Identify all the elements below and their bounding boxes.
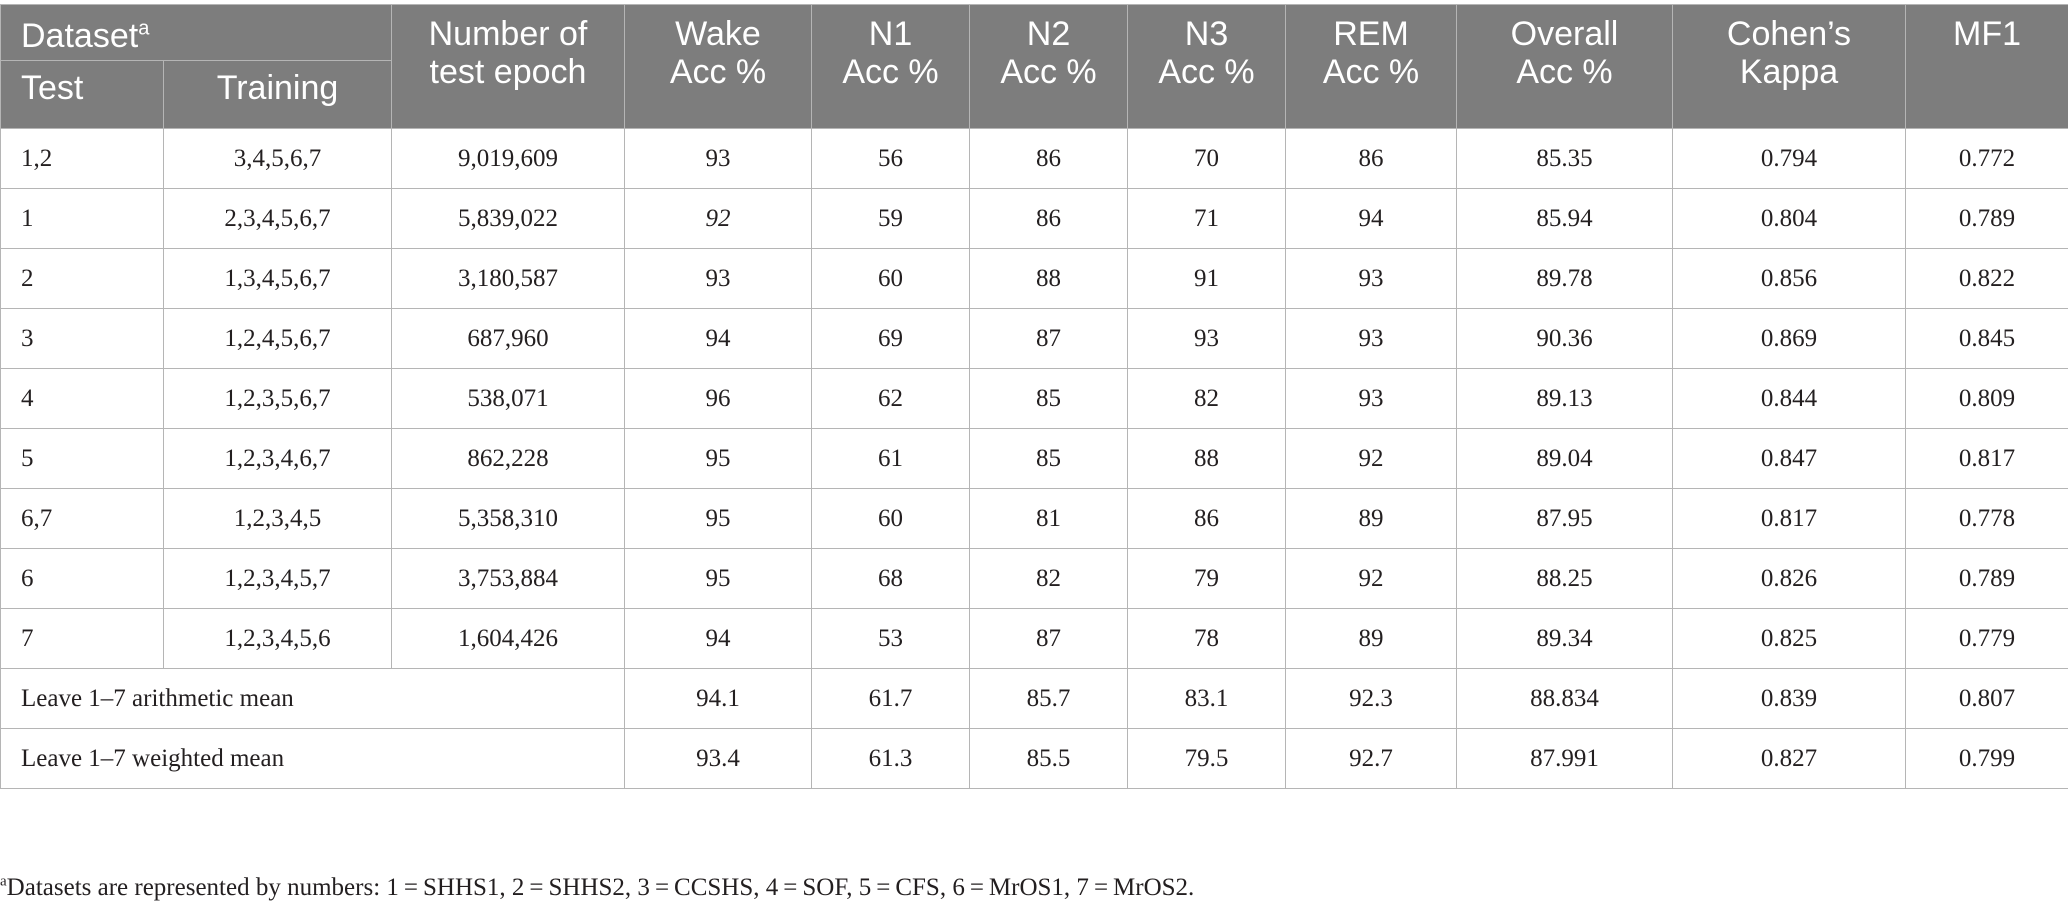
wake-cell: 95 <box>625 549 812 609</box>
n3-cell: 91 <box>1128 249 1286 309</box>
rem-cell: 92.3 <box>1286 669 1457 729</box>
n3-cell: 78 <box>1128 609 1286 669</box>
training-cell: 1,2,3,4,5,6 <box>164 609 392 669</box>
n1-cell: 56 <box>812 129 970 189</box>
summary-row <box>1 669 2068 729</box>
footnote-text: Datasets are represented by numbers: 1 = SHHS1, 2 = SHHS2, 3 = CCSHS, 4 = SOF, 5 = CFS, 6 = MrOS1, 7 = MrOS2. <box>6 874 1195 901</box>
training-cell: 1,2,4,5,6,7 <box>164 309 392 369</box>
n1-header: N1 Acc % <box>812 5 970 129</box>
table-row <box>1 129 2068 189</box>
overall-header: Overall Acc % <box>1457 5 1673 129</box>
overall-cell: 89.13 <box>1457 369 1673 429</box>
kappa-cell: 0.794 <box>1673 129 1906 189</box>
kappa-header: Cohen’s Kappa <box>1673 5 1906 129</box>
kappa-cell: 0.839 <box>1673 669 1906 729</box>
epochs-cell: 1,604,426 <box>392 609 625 669</box>
n3-cell: 70 <box>1128 129 1286 189</box>
n3-cell: 79.5 <box>1128 729 1286 789</box>
overall-cell: 88.834 <box>1457 669 1673 729</box>
n3-cell: 93 <box>1128 309 1286 369</box>
table-row <box>1 429 2068 489</box>
table-row <box>1 189 2068 249</box>
n2-header: N2 Acc % <box>970 5 1128 129</box>
n1-cell: 60 <box>812 249 970 309</box>
mf1-cell: 0.822 <box>1906 249 2068 309</box>
rem-cell: 86 <box>1286 129 1457 189</box>
kappa-cell: 0.869 <box>1673 309 1906 369</box>
test-cell: 2 <box>1 249 164 309</box>
n1-cell: 60 <box>812 489 970 549</box>
epochs-cell: 5,358,310 <box>392 489 625 549</box>
mf1-cell: 0.789 <box>1906 549 2068 609</box>
epoch-header: Number of test epoch <box>392 5 625 129</box>
mf1-cell: 0.845 <box>1906 309 2068 369</box>
rem-cell: 94 <box>1286 189 1457 249</box>
training-cell: 1,2,3,5,6,7 <box>164 369 392 429</box>
overall-cell: 89.04 <box>1457 429 1673 489</box>
kappa-cell: 0.844 <box>1673 369 1906 429</box>
n2-cell: 85 <box>970 369 1128 429</box>
n2-cell: 85.7 <box>970 669 1128 729</box>
epochs-cell: 3,180,587 <box>392 249 625 309</box>
n3-cell: 82 <box>1128 369 1286 429</box>
test-cell: 5 <box>1 429 164 489</box>
n1-cell: 61.7 <box>812 669 970 729</box>
table-row <box>1 309 2068 369</box>
n2-cell: 88 <box>970 249 1128 309</box>
training-cell: 3,4,5,6,7 <box>164 129 392 189</box>
epochs-cell: 9,019,609 <box>392 129 625 189</box>
wake-header: Wake Acc % <box>625 5 812 129</box>
n3-cell: 71 <box>1128 189 1286 249</box>
n2-cell: 87 <box>970 309 1128 369</box>
n2-cell: 87 <box>970 609 1128 669</box>
n3-cell: 86 <box>1128 489 1286 549</box>
wake-cell: 92 <box>625 189 812 249</box>
epochs-cell: 538,071 <box>392 369 625 429</box>
training-cell: 1,3,4,5,6,7 <box>164 249 392 309</box>
test-cell: 6,7 <box>1 489 164 549</box>
wake-cell: 95 <box>625 429 812 489</box>
n1-cell: 53 <box>812 609 970 669</box>
n2-cell: 86 <box>970 129 1128 189</box>
mf1-cell: 0.772 <box>1906 129 2068 189</box>
header-row-1 <box>1 5 2068 61</box>
test-header: Test <box>1 61 164 129</box>
kappa-cell: 0.826 <box>1673 549 1906 609</box>
table-row <box>1 369 2068 429</box>
wake-cell: 93 <box>625 129 812 189</box>
kappa-cell: 0.825 <box>1673 609 1906 669</box>
footnote-mark: a <box>138 17 150 40</box>
test-cell: 7 <box>1 609 164 669</box>
rem-cell: 92 <box>1286 429 1457 489</box>
mf1-cell: 0.807 <box>1906 669 2068 729</box>
mf1-cell: 0.778 <box>1906 489 2068 549</box>
n1-cell: 61 <box>812 429 970 489</box>
test-cell: 1 <box>1 189 164 249</box>
rem-header: REM Acc % <box>1286 5 1457 129</box>
test-cell: 4 <box>1 369 164 429</box>
wake-cell: 93 <box>625 249 812 309</box>
results-table <box>0 4 2068 789</box>
training-cell: 1,2,3,4,6,7 <box>164 429 392 489</box>
rem-cell: 92.7 <box>1286 729 1457 789</box>
table-row <box>1 549 2068 609</box>
overall-cell: 89.34 <box>1457 609 1673 669</box>
rem-cell: 89 <box>1286 609 1457 669</box>
n3-cell: 88 <box>1128 429 1286 489</box>
wake-cell: 96 <box>625 369 812 429</box>
rem-cell: 92 <box>1286 549 1457 609</box>
overall-cell: 90.36 <box>1457 309 1673 369</box>
overall-cell: 87.95 <box>1457 489 1673 549</box>
epochs-cell: 862,228 <box>392 429 625 489</box>
n2-cell: 82 <box>970 549 1128 609</box>
n2-cell: 85 <box>970 429 1128 489</box>
footnote <box>0 874 1194 902</box>
epochs-cell: 687,960 <box>392 309 625 369</box>
n1-cell: 62 <box>812 369 970 429</box>
epochs-cell: 3,753,884 <box>392 549 625 609</box>
table-row <box>1 609 2068 669</box>
wake-cell: 94 <box>625 309 812 369</box>
table-header <box>1 5 2068 129</box>
table-row <box>1 489 2068 549</box>
table-row <box>1 249 2068 309</box>
n1-cell: 68 <box>812 549 970 609</box>
kappa-cell: 0.804 <box>1673 189 1906 249</box>
mf1-cell: 0.817 <box>1906 429 2068 489</box>
n1-cell: 69 <box>812 309 970 369</box>
kappa-cell: 0.827 <box>1673 729 1906 789</box>
n3-header: N3 Acc % <box>1128 5 1286 129</box>
training-cell: 2,3,4,5,6,7 <box>164 189 392 249</box>
summary-label-cell: Leave 1–7 weighted mean <box>1 729 625 789</box>
rem-cell: 93 <box>1286 369 1457 429</box>
n1-cell: 61.3 <box>812 729 970 789</box>
wake-cell: 95 <box>625 489 812 549</box>
kappa-cell: 0.847 <box>1673 429 1906 489</box>
mf1-cell: 0.809 <box>1906 369 2068 429</box>
table-body <box>1 129 2068 789</box>
mf1-cell: 0.789 <box>1906 189 2068 249</box>
footnote-mark: a <box>0 873 7 890</box>
summary-label-cell: Leave 1–7 arithmetic mean <box>1 669 625 729</box>
n3-cell: 83.1 <box>1128 669 1286 729</box>
wake-cell: 94.1 <box>625 669 812 729</box>
n2-cell: 86 <box>970 189 1128 249</box>
wake-cell: 93.4 <box>625 729 812 789</box>
epochs-cell: 5,839,022 <box>392 189 625 249</box>
overall-cell: 87.991 <box>1457 729 1673 789</box>
n3-cell: 79 <box>1128 549 1286 609</box>
training-cell: 1,2,3,4,5,7 <box>164 549 392 609</box>
rem-cell: 93 <box>1286 249 1457 309</box>
mf1-cell: 0.779 <box>1906 609 2068 669</box>
test-cell: 3 <box>1 309 164 369</box>
dataset-header: Dataset$^a$ <box>1 5 392 61</box>
kappa-cell: 0.817 <box>1673 489 1906 549</box>
summary-row <box>1 729 2068 789</box>
mf1-cell: 0.799 <box>1906 729 2068 789</box>
n2-cell: 85.5 <box>970 729 1128 789</box>
training-header: Training <box>164 61 392 129</box>
overall-cell: 88.25 <box>1457 549 1673 609</box>
test-cell: 6 <box>1 549 164 609</box>
n1-cell: 59 <box>812 189 970 249</box>
overall-cell: 85.35 <box>1457 129 1673 189</box>
overall-cell: 89.78 <box>1457 249 1673 309</box>
rem-cell: 89 <box>1286 489 1457 549</box>
training-cell: 1,2,3,4,5 <box>164 489 392 549</box>
test-cell: 1,2 <box>1 129 164 189</box>
overall-cell: 85.94 <box>1457 189 1673 249</box>
wake-cell: 94 <box>625 609 812 669</box>
kappa-cell: 0.856 <box>1673 249 1906 309</box>
rem-cell: 93 <box>1286 309 1457 369</box>
n2-cell: 81 <box>970 489 1128 549</box>
mf1-header: MF1 <box>1906 5 2068 129</box>
